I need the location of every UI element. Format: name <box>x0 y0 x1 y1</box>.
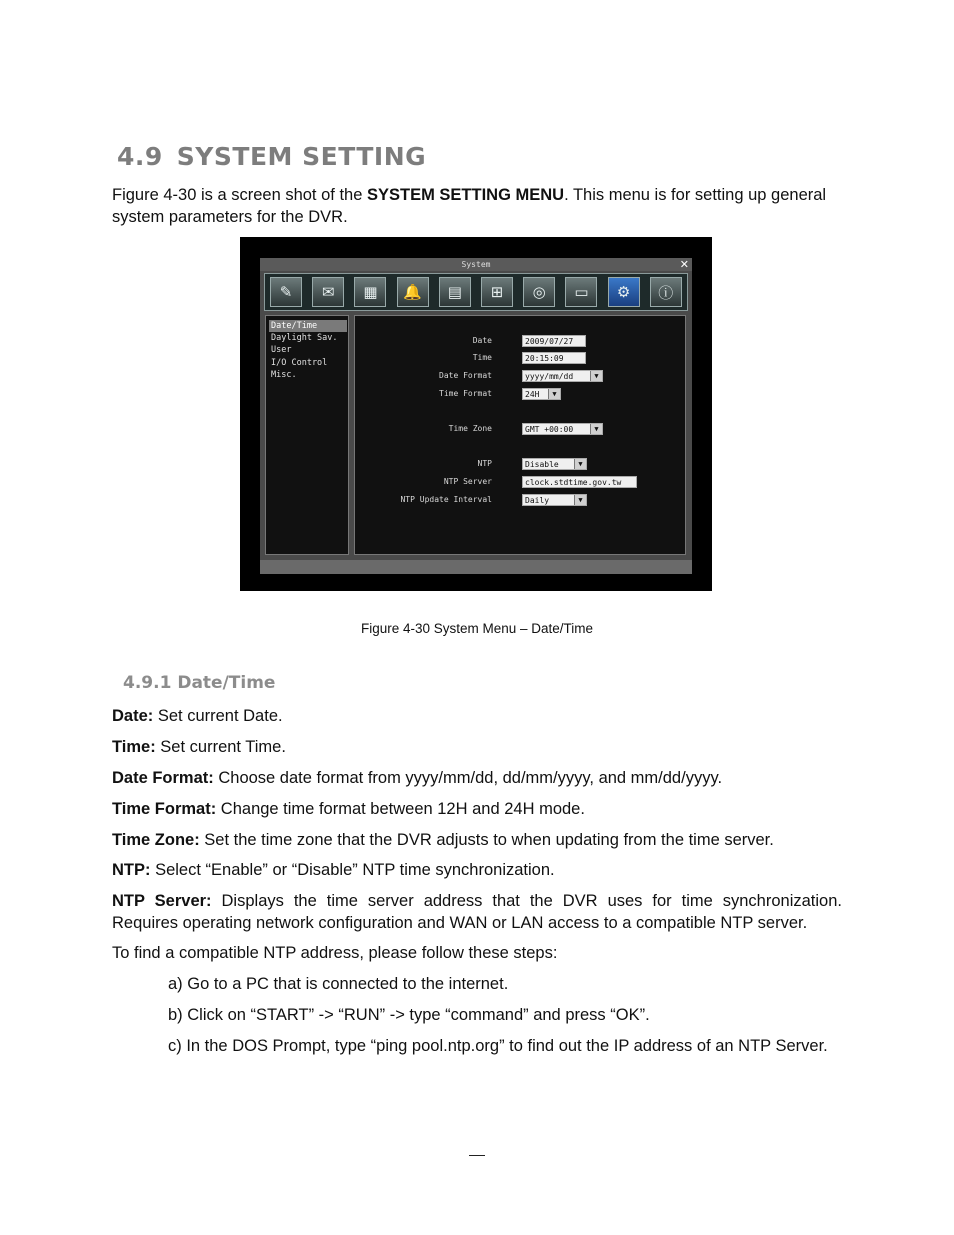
date-field[interactable]: 2009/07/27 <box>522 335 586 347</box>
definition-time <box>112 736 842 758</box>
time-format-select[interactable] <box>522 388 561 400</box>
definition-text: Change time format between 12H and 24H mode. <box>216 800 585 818</box>
ntp-interval-select[interactable] <box>522 494 587 506</box>
definition-date <box>112 705 842 727</box>
intro-paragraph <box>112 184 842 228</box>
submenu-panel <box>265 315 349 555</box>
definition-ntp <box>112 859 842 881</box>
time-zone-value: GMT +00:00 <box>525 425 574 434</box>
submenu-item-misc[interactable]: Misc. <box>271 370 297 380</box>
window-title: System <box>461 260 491 269</box>
time-label: Time <box>472 353 492 362</box>
section-number: 4.9 <box>117 142 163 171</box>
network-icon[interactable]: ⊞ <box>481 277 513 307</box>
definition-text: Set current Date. <box>153 707 283 725</box>
ntp-server-label: NTP Server <box>443 477 492 486</box>
step-b: b) Click on “START” -> “RUN” -> type “command” and press “OK”. <box>168 1006 650 1024</box>
date-format-label: Date Format <box>439 371 492 380</box>
definition-term: Date Format: <box>112 769 214 787</box>
info-icon[interactable]: ⓘ <box>650 277 682 307</box>
intro-bold: SYSTEM SETTING MENU <box>366 186 565 204</box>
definition-term: Time Format: <box>112 800 217 818</box>
definition-time-zone <box>112 829 842 851</box>
definition-term: Time: <box>112 738 156 756</box>
system-window <box>260 258 692 574</box>
section-heading <box>117 142 426 171</box>
camera-icon[interactable]: ✎ <box>270 277 302 307</box>
ntp-server-field[interactable]: clock.stdtime.gov.tw <box>522 476 637 488</box>
submenu-item-daylight[interactable]: Daylight Sav. <box>271 333 338 343</box>
chevron-down-icon: ▼ <box>548 389 560 399</box>
chevron-down-icon: ▼ <box>590 371 602 381</box>
window-titlebar <box>260 258 692 271</box>
ntp-select[interactable] <box>522 458 587 470</box>
chevron-down-icon: ▼ <box>590 424 602 434</box>
footer-rule <box>469 1155 485 1156</box>
section-title: SYSTEM SETTING <box>176 142 427 171</box>
date-format-value: yyyy/mm/dd <box>525 372 574 381</box>
display-icon[interactable]: ▭ <box>565 277 597 307</box>
hdd-icon[interactable]: ▤ <box>439 277 471 307</box>
definition-text: Set current Time. <box>155 738 286 756</box>
date-format-select[interactable] <box>522 370 603 382</box>
time-format-value: 24H <box>525 390 540 399</box>
definition-term: Time Zone: <box>112 831 200 849</box>
step-c: c) In the DOS Prompt, type “ping pool.ntp.org” to find out the IP address of an NTP Server. <box>168 1037 828 1055</box>
definition-term: NTP: <box>112 861 151 879</box>
submenu-item-user[interactable]: User <box>271 345 292 355</box>
definition-text: Displays the time server address that the DVR uses for time synchronization. Requires operating network configuration and WAN or LAN access to a compatible NTP server. <box>112 892 842 932</box>
definition-term: Date: <box>112 707 154 725</box>
definition-text: Select “Enable” or “Disable” NTP time synchronization. <box>150 861 555 879</box>
ntp-interval-value: Daily <box>525 496 550 505</box>
definition-text: Set the time zone that the DVR adjusts to when updating from the time server. <box>199 831 774 849</box>
time-format-label: Time Format <box>439 389 492 398</box>
submenu-item-date-time[interactable]: Date/Time <box>269 320 347 332</box>
definition-term: NTP Server: <box>112 892 212 910</box>
chevron-down-icon: ▼ <box>574 495 586 505</box>
alarm-icon[interactable]: 🔔 <box>397 277 429 307</box>
definition-date-format <box>112 767 842 789</box>
step-a: a) Go to a PC that is connected to the internet. <box>168 975 509 993</box>
ntp-interval-label: NTP Update Interval <box>400 495 492 504</box>
intro-text-2: . This menu is for setting up general system parameters for the DVR. <box>112 186 827 226</box>
window-statusbar <box>260 560 692 574</box>
record-icon[interactable]: ✉ <box>312 277 344 307</box>
definition-ntp-server <box>112 890 842 934</box>
figure-caption: Figure 4-30 System Menu – Date/Time <box>360 621 594 636</box>
definition-time-format <box>112 798 842 820</box>
date-label: Date <box>472 336 492 345</box>
time-zone-label: Time Zone <box>448 424 492 433</box>
time-zone-select[interactable] <box>522 423 603 435</box>
definition-text: Choose date format from yyyy/mm/dd, dd/mm/yyyy, and mm/dd/yyyy. <box>213 769 723 787</box>
close-icon[interactable]: ✕ <box>679 258 689 271</box>
time-field[interactable]: 20:15:09 <box>522 352 586 364</box>
dvr-screenshot <box>240 237 712 591</box>
chevron-down-icon: ▼ <box>574 459 586 469</box>
system-gear-icon[interactable]: ⚙ <box>608 277 640 307</box>
intro-text-1: Figure 4-30 is a screen shot of the <box>112 186 367 204</box>
subsection-number: 4.9.1 <box>123 673 172 693</box>
schedule-icon[interactable]: ▦ <box>354 277 386 307</box>
steps-intro: To find a compatible NTP address, please follow these steps: <box>112 944 558 962</box>
subsection-title: Date/Time <box>177 673 276 693</box>
ntp-label: NTP <box>477 459 492 468</box>
backup-icon[interactable]: ◎ <box>523 277 555 307</box>
ntp-value: Disable <box>525 460 559 469</box>
menu-icon-bar <box>264 273 688 311</box>
subsection-heading <box>123 673 275 693</box>
settings-panel <box>354 315 686 555</box>
submenu-item-io-control[interactable]: I/O Control <box>271 358 328 368</box>
